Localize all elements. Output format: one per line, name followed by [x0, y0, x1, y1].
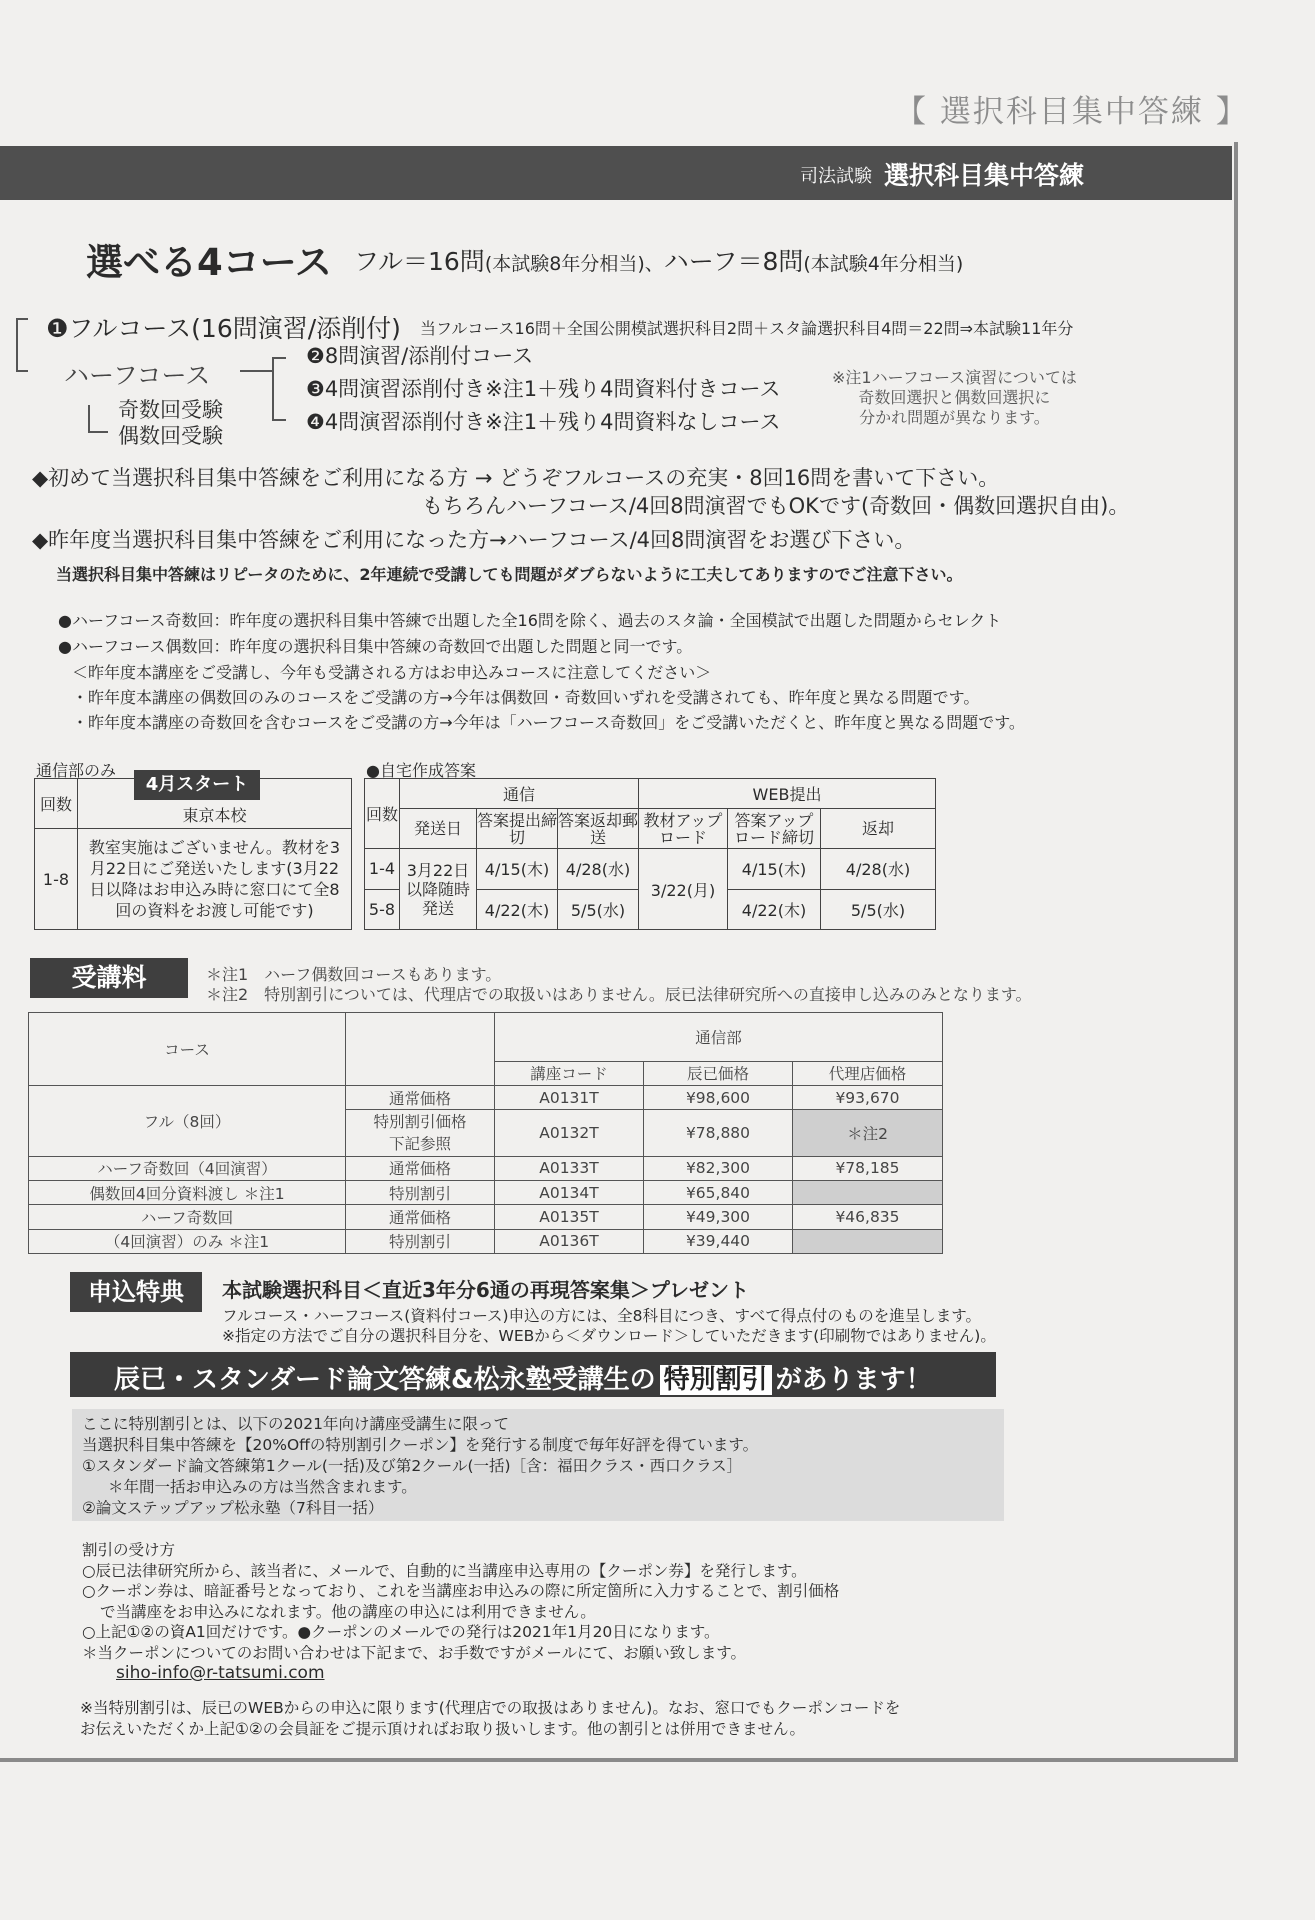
course1-note: 当フルコース16問＋全国公開模試選択科目2問＋スタ論選択科目4問＝22問⇒本試験11年分 [420, 319, 1074, 338]
sr-send: 3月22日以降随時発送 [400, 849, 477, 930]
discount-info-text [82, 1414, 758, 1519]
full-note: (本試験8年分相当)、 [484, 253, 664, 275]
fee-course-full: フル（8回） [29, 1085, 346, 1156]
odd-even-bracket [88, 405, 108, 433]
odd-label: 奇数回受験 [118, 398, 223, 422]
sl-col-kai: 回数 [35, 779, 78, 829]
howto-2: ○クーポン券は、暗証番号となっており、これを当講座お申込みの際に所定箇所に入力することで、割引価格 [82, 1582, 840, 1600]
banner-pre: 辰已・スタンダード論文答練&松永塾受講生の [114, 1365, 656, 1395]
discount-g1: ここに特別割引とは、以下の2021年向け講座受講生に限って [82, 1415, 509, 1433]
sr-col-kai: 回数 [365, 779, 400, 849]
banner-post: があります！ [775, 1365, 932, 1395]
sr-upload: 3/22(月) [639, 849, 728, 930]
fee-type-2a: 特別割引価格 [373, 1112, 467, 1131]
discount-banner [70, 1352, 996, 1397]
sr-h-web-return: 返却 [821, 809, 936, 849]
course-note-2: 奇数回選択と偶数回選択に [858, 388, 1051, 407]
header-sub: 司法試験 [800, 166, 872, 187]
fee-type-6: 特別割引 [346, 1229, 495, 1253]
advice-line1: ◆初めて当選択科目集中答練をご利用になる方 → どうぞフルコースの充実・8回16問を書いて下さい。 [32, 466, 1000, 490]
fee-price-4: ¥65,840 [644, 1181, 793, 1205]
fee-agent-6 [793, 1229, 943, 1253]
sr-row2-kai: 5-8 [365, 889, 400, 930]
fee-h-course: コース [29, 1013, 346, 1086]
sl-kai: 1-8 [35, 829, 78, 930]
course-note-1: ※注1ハーフコース演習については [832, 368, 1077, 387]
sr-h-upload: 教材アップロード [639, 809, 728, 849]
advice-bullet3: ＜昨年度本講座をご受講し、今年も受講される方はお申込みコースに注意してください＞ [72, 663, 712, 682]
sr-h-ans-upload: 答案アップロード締切 [728, 809, 821, 849]
course-note [832, 368, 1077, 428]
half-course-label: ハーフコース [64, 361, 211, 390]
schedule-left-table [34, 778, 352, 930]
banner-highlight: 特別割引 [660, 1365, 772, 1395]
fee-course-halfodd2: 偶数回4回分資料渡し ＊注1 [29, 1181, 346, 1205]
sr-row2-wreturn: 5/5(水) [821, 889, 936, 930]
half-label: ハーフ＝8問 [663, 247, 804, 276]
fee-price-3: ¥82,300 [644, 1156, 793, 1180]
fee-code-4: A0134T [495, 1181, 644, 1205]
fee-h-tsushin: 通信部 [495, 1013, 943, 1062]
course3: ❸4問演習添削付き※注1＋残り4問資料付きコース [306, 377, 781, 401]
fee-price-2: ¥78,880 [644, 1110, 793, 1157]
benefit-title: 本試験選択科目＜直近3年分6通の再現答案集＞プレゼント [222, 1278, 750, 1302]
full-label: フル＝16問 [354, 247, 485, 276]
sr-row1-wdeadline: 4/15(木) [728, 849, 821, 890]
sr-web: WEB提出 [639, 779, 936, 809]
schedule-right-table [364, 778, 936, 930]
fee-type-3: 通常価格 [346, 1156, 495, 1180]
sr-row1-return: 4/28(水) [558, 849, 639, 890]
footnote-1: ※当特別割引は、辰已のWEBからの申込に限ります(代理店での取扱はありません)。なお、窓口でもクーポンコードを [80, 1699, 901, 1717]
headline-detail [354, 242, 963, 278]
fee-agent-5: ¥46,835 [793, 1205, 943, 1229]
howto-title: 割引の受け方 [82, 1541, 176, 1559]
howto-3: で当講座をお申込みになれます。他の講座の申込には利用できません。 [100, 1602, 596, 1621]
advice-bullet1: ●ハーフコース奇数回：昨年度の選択科目集中答練で出題した全16問を除く、過去のスタ論・全国模試で出題した問題からセレクト [58, 611, 1002, 630]
fee-code-3: A0133T [495, 1156, 644, 1180]
fees-label: 受講料 [30, 958, 188, 998]
fee-agent-2: ＊注2 [793, 1110, 943, 1157]
discount-g4: ＊年間一括お申込みの方は当然含まれます。 [108, 1478, 417, 1496]
fee-type-2 [346, 1110, 495, 1157]
fee-type-5: 通常価格 [346, 1205, 495, 1229]
sr-tsushin: 通信 [400, 779, 639, 809]
fee-type-4: 特別割引 [346, 1181, 495, 1205]
howto-1: ○辰已法律研究所から、該当者に、メールで、自動的に当講座申込専用の【クーポン券】を発行します。 [82, 1561, 807, 1580]
fee-agent-1: ¥93,670 [793, 1085, 943, 1109]
course1: ❶フルコース(16問演習/添削付) [46, 314, 401, 343]
fee-agent-4 [793, 1181, 943, 1205]
fee-type-2b: 下記参照 [388, 1134, 451, 1153]
half-connector [240, 370, 272, 372]
howto-4: ○上記①②の資A1回だけです。●クーポンのメールでの発行は2021年1月20日になります。 [82, 1623, 720, 1641]
fee-price-1: ¥98,600 [644, 1085, 793, 1109]
fee-h-code: 講座コード [495, 1061, 644, 1085]
discount-howto [82, 1540, 839, 1684]
discount-footnote [80, 1698, 900, 1740]
course2: ❷8問演習/添削付コース [306, 344, 534, 368]
fee-price-6: ¥39,440 [644, 1229, 793, 1253]
fee-price-5: ¥49,300 [644, 1205, 793, 1229]
fee-code-6: A0136T [495, 1229, 644, 1253]
half-note: (本試験4年分相当) [803, 253, 964, 275]
sr-h-deadline: 答案提出締切 [477, 810, 558, 847]
sr-row2-deadline: 4/22(木) [477, 889, 558, 930]
fee-h-blank [346, 1013, 495, 1086]
advice-bullet5: ・昨年度本講座の奇数回を含むコースをご受講の方→今年は「ハーフコース奇数回」をご受講いただくと、昨年度と異なる問題です。 [72, 713, 1025, 732]
sr-row1-wreturn: 4/28(水) [821, 849, 936, 890]
advice-line2: もちろんハーフコース/4回8問演習でもOKです(奇数回・偶数回選択自由)。 [422, 494, 1130, 518]
fee-course-halfoddonly2: （4回演習）のみ ＊注1 [29, 1229, 346, 1253]
advice-bullet2: ●ハーフコース偶数回：昨年度の選択科目集中答練の奇数回で出題した問題と同一です。 [58, 637, 693, 656]
benefit-line2: ※指定の方法でご自分の選択科目分を、WEBから＜ダウンロード＞していただきます(印刷物ではありません)。 [222, 1327, 996, 1345]
discount-g5: ②論文ステップアップ松永塾（7科目一括） [82, 1499, 384, 1517]
discount-g2: 当選択科目集中答練を【20%Offの特別割引クーポン】を発行する制度で毎年好評を得ています。 [82, 1436, 759, 1454]
fee-code-2: A0132T [495, 1110, 644, 1157]
benefit-line1: フルコース・ハーフコース(資料付コース)申込の方には、全8科目につき、すべて得点付のものを進呈します。 [222, 1307, 981, 1325]
fee-course-halfodd: ハーフ奇数回（4回演習） [29, 1156, 346, 1180]
fee-table [28, 1012, 943, 1254]
headline-title: 選べる4コース [86, 241, 332, 284]
schedule-right-label: ●自宅作成答案 [366, 761, 476, 780]
sr-h-send: 発送日 [400, 809, 477, 849]
schedule-left-label: 通信部のみ [36, 761, 117, 780]
page-section-tag: 【 選択科目集中答練 】 [895, 94, 1249, 130]
even-label: 偶数回受験 [118, 424, 223, 448]
fee-h-tatsumi: 辰已価格 [644, 1061, 793, 1085]
fees-note2: ＊注2 特別割引については、代理店での取扱いはありません。辰已法律研究所への直接申し込みのみとなります。 [206, 985, 1032, 1004]
sl-col-school: 東京本校 [78, 779, 352, 829]
header-title: 選択科目集中答練 [883, 161, 1084, 190]
fees-note1: ＊注1 ハーフ偶数回コースもあります。 [206, 965, 502, 984]
sr-row1-kai: 1-4 [365, 849, 400, 890]
howto-5: ＊当クーポンについてのお問い合わせは下記まで、お手数ですがメールにて、お願い致します。 [82, 1643, 747, 1662]
start-badge: 4月スタート [134, 770, 260, 800]
course-bracket [16, 318, 28, 372]
course4: ❹4問演習添削付き※注1＋残り4問資料なしコース [306, 410, 781, 434]
benefit-label: 申込特典 [70, 1272, 202, 1312]
fee-code-1: A0131T [495, 1085, 644, 1109]
sr-h-return: 答案返却郵送 [558, 810, 639, 847]
course-note-3: 分かれ問題が異なります。 [859, 408, 1050, 427]
fee-course-halfoddonly: ハーフ奇数回 [29, 1205, 346, 1229]
contact-email-link[interactable]: siho-info@r-tatsumi.com [116, 1663, 325, 1683]
sr-row2-return: 5/5(水) [558, 889, 639, 930]
footnote-2: お伝えいただくか上記①②の会員証をご提示頂ければお取り扱いします。他の割引とは併用できません。 [80, 1720, 805, 1738]
advice-bullet4: ・昨年度本講座の偶数回のみのコースをご受講の方→今年は偶数回・奇数回いずれを受講されても、昨年度と異なる問題です。 [72, 688, 980, 707]
header-bar [0, 146, 1232, 200]
fee-agent-3: ¥78,185 [793, 1156, 943, 1180]
sr-row2-wdeadline: 4/22(木) [728, 889, 821, 930]
sl-text: 教室実施はございません。教材を3月22日にご発送いたします(3月22日以降はお申込み時に窓口にて全8回の資料をお渡し可能です) [78, 829, 352, 930]
sr-row1-deadline: 4/15(木) [477, 849, 558, 890]
fee-code-5: A0135T [495, 1205, 644, 1229]
fee-h-agent: 代理店価格 [793, 1061, 943, 1085]
discount-g3: ①スタンダード論文答練第1クール(一括)及び第2クール(一括)［含：福田クラス・西口クラス］ [82, 1457, 743, 1475]
advice-line3: ◆昨年度当選択科目集中答練をご利用になった方→ハーフコース/4回8問演習をお選び下さい。 [32, 528, 916, 552]
fee-type-1: 通常価格 [346, 1085, 495, 1109]
advice-line4: 当選択科目集中答練はリピータのために、2年連続で受講しても問題がダブらないように工夫してありますのでご注意下さい。 [56, 565, 963, 584]
half-bracket [272, 357, 286, 421]
